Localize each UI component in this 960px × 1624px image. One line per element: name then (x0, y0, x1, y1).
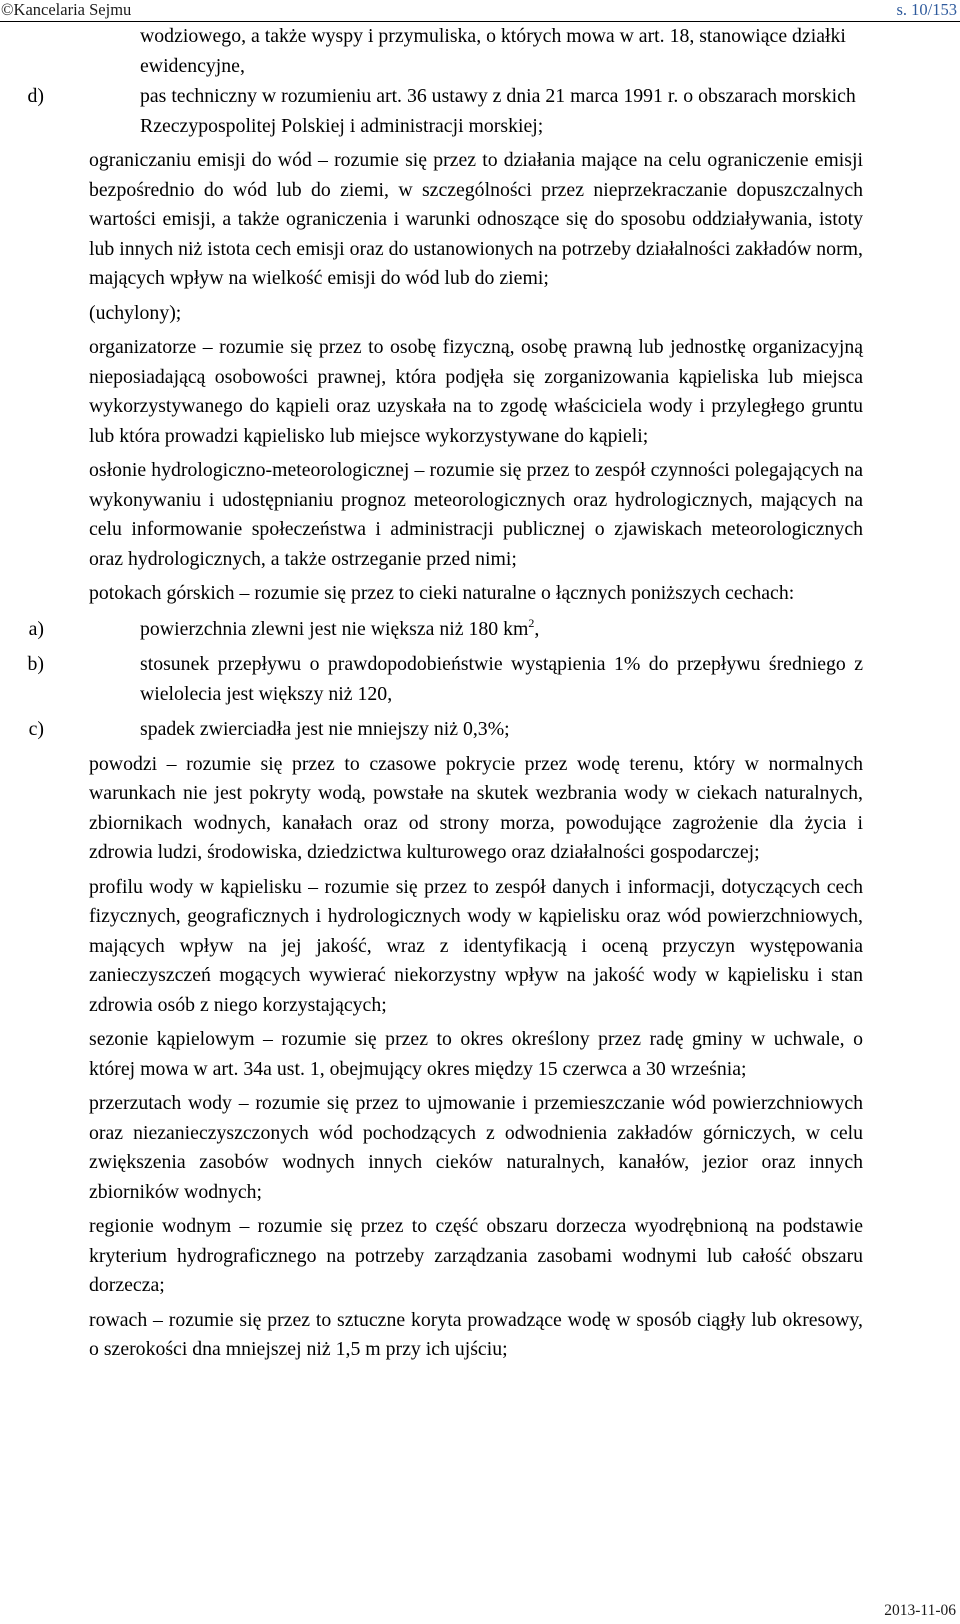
item-text: sezonie kąpielowym – rozumie się przez to okres określony przez radę gminy w uchwale, o której mowa w art. 34a ust. 1, obejmujący okres między 15 czerwca a 30 września; (89, 1028, 863, 1080)
item-text: ograniczaniu emisji do wód – rozumie się przez to działania mające na celu ograniczenie emisji bezpośrednio do wód lub do ziemi, w szczególności przez nieprzekraczanie dopuszczalnych wartości emisji, a także ograniczenia i warunki odnoszące się do sposobu oddziaływania, istoty lub innych niż istota cech emisji oraz do ustanowionych na potrzeby działalności zakładów norm, mających wpływ na wielkość emisji do wód lub do ziemi; (89, 149, 863, 289)
list-item-7a (0, 333, 863, 451)
list-item-13 (0, 1306, 863, 1365)
list-item-6d (0, 146, 863, 294)
list-item-12 (0, 1212, 863, 1301)
item-text: potokach górskich – rozumie się przez to cieki naturalne o łącznych poniższych cechach: (89, 582, 795, 604)
list-item-9b (0, 650, 863, 709)
page-number: s. 10/153 (896, 0, 957, 19)
item-text: wodziowego, a także wyspy i przymuliska, o których mowa w art. 18, stanowiące działki ewidencyjne, (140, 25, 846, 77)
page-header (0, 0, 960, 20)
item-text: spadek zwierciadła jest nie mniejszy niż 0,3%; (140, 718, 510, 740)
list-item-10a (0, 873, 863, 1021)
list-item-9a (0, 615, 863, 645)
item-text: przerzutach wody – rozumie się przez to ujmowanie i przemieszczanie wód powierzchniowych oraz niezanieczyszczonych wód pochodzących z odwodnienia zakładów górniczych, w celu zwiększenia zasobów wodnych innych cieków naturalnych, kanałów, jezior oraz innych zbiorników wodnych; (89, 1092, 863, 1203)
list-item-10b (0, 1025, 863, 1084)
list-item-7 (0, 299, 863, 329)
item-label: b) (27, 653, 44, 675)
item-text: (uchylony); (89, 301, 182, 324)
list-item-11 (0, 1089, 863, 1207)
list-item-9 (0, 579, 863, 609)
list-item-9c (0, 715, 863, 745)
item-text: pas techniczny w rozumieniu art. 36 ustawy z dnia 21 marca 1991 r. o obszarach morskich Rzeczypospolitej Polskiej i administracji morskiej; (140, 85, 856, 137)
item-label: d) (27, 85, 44, 107)
footer-date: 2013-11-06 (884, 1602, 956, 1619)
list-item-10 (0, 750, 863, 868)
list-item-d (0, 82, 863, 141)
document-body (0, 22, 960, 1365)
source-label: ©Kancelaria Sejmu (1, 0, 132, 19)
item-text: stosunek przepływu o prawdopodobieństwie wystąpienia 1% do przepływu średniego z wielolecia jest większy niż 120, (140, 653, 863, 705)
item-text: powodzi – rozumie się przez to czasowe pokrycie przez wodę terenu, który w normalnych warunkach nie jest pokryty wodą, powstałe na skutek wezbrania wody w ciekach naturalnych, zbiornikach wodnych, kanałach oraz od strony morza, powodujące zagrożenie dla życia i zdrowia ludzi, środowiska, dziedzictwa kulturowego oraz działalności gospodarczej; (89, 752, 863, 863)
item-text: osłonie hydrologiczno-meteorologicznej – rozumie się przez to zespół czynności polegających na wykonywaniu i udostępnianiu prognoz meteorologicznych oraz hydrologicznych, mających na celu informowanie społeczeństwa i administracji publicznej o zjawiskach meteorologicznych oraz hydrologicznych, a także ostrzeganie przed nimi; (89, 459, 863, 570)
list-item-c-continuation (0, 22, 863, 81)
item-text: powierzchnia zlewni jest nie większa niż 180 km (140, 617, 529, 640)
list-item-8 (0, 456, 863, 574)
superscript: 2 (528, 615, 535, 630)
item-text: regionie wodnym – rozumie się przez to część obszaru dorzecza wyodrębnioną na podstawie kryterium hydrograficznego na potrzeby zarządzania zasobami wodnymi lub całość obszaru dorzecza; (89, 1215, 863, 1296)
item-label: a) (28, 617, 44, 640)
item-text-tail: , (534, 617, 540, 640)
item-text: organizatorze – rozumie się przez to osobę fizyczną, osobę prawną lub jednostkę organizacyjną nieposiadającą osobowości prawnej, która podjęła się zorganizowania kąpieliska lub miejsca wykorzystywanego do kąpieli oraz uzyskała na to zgodę właściciela wody i przyległego gruntu lub która prowadzi kąpielisko lub miejsce wykorzystywane do kąpieli; (89, 336, 863, 447)
item-text: profilu wody w kąpielisku – rozumie się przez to zespół danych i informacji, dotyczących cech fizycznych, geograficznych i hydrologicznych wody w kąpielisku oraz wód powierzchniowych, mających wpływ na jej jakość, wraz z identyfikacją i oceną przyczyn występowania zanieczyszczeń mogących wywierać niekorzystny wpływ na jakość wody w kąpielisku i stan zdrowia osób z niego korzystających; (89, 875, 863, 1016)
item-label: c) (28, 718, 44, 740)
item-text: rowach – rozumie się przez to sztuczne koryta prowadzące wodę w sposób ciągły lub okresowy, o szerokości dna mniejszej niż 1,5 m przy ich ujściu; (89, 1308, 863, 1360)
